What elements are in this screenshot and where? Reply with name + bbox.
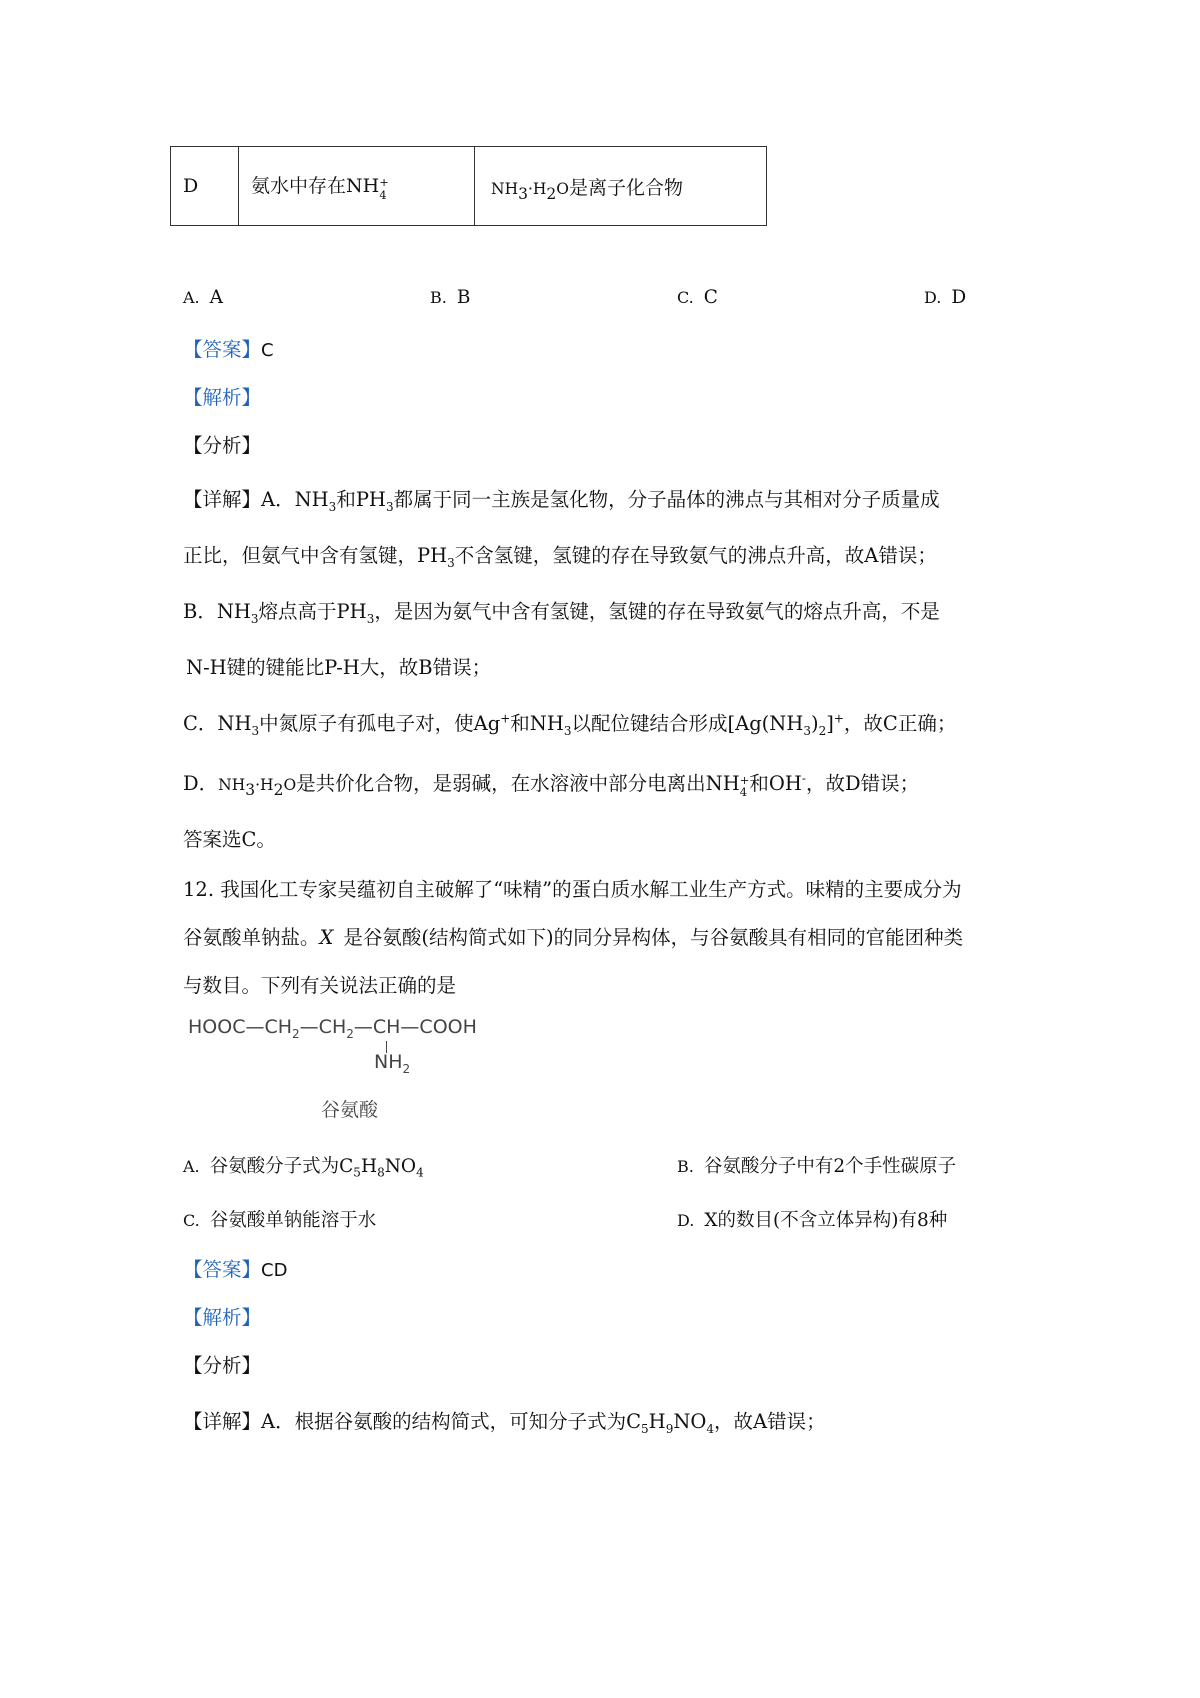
detail-line-1: 【详解】A．$NH_3$和$PH_3$都属于同一主族是氢化物，分子晶体的沸点与其相对分子质量成 — [183, 488, 940, 514]
analysis-tag: 【解析】 — [183, 386, 262, 409]
option-a: A. A — [183, 287, 224, 308]
q12-fenxi-tag: 【分析】 — [183, 1354, 262, 1377]
detail-line-3: B．$NH_3$熔点高于$PH_3$，是因为氨气中含有氢键，氢键的存在导致氨气的熔点升高，不是 — [183, 600, 940, 626]
structure-caption: 谷氨酸 — [321, 1099, 379, 1121]
table-cell-fact: 氨水中存在NH + 4 — [239, 147, 475, 226]
detail-line-5: C．$NH_3$中氮原子有孤电子对，使Ag+和$NH_3$以配位键结合形成$[Ag(NH_3)_2]^+$，故C正确； — [183, 711, 957, 738]
structure-amine: $NH_2$ — [374, 1051, 411, 1076]
q12-option-a: A. 谷氨酸分子式为$C_5H_8NO_4$ — [183, 1156, 424, 1180]
option-c: C. C — [677, 287, 718, 308]
q12-option-c: C. 谷氨酸单钠能溶于水 — [183, 1210, 377, 1231]
detail-line-2: 正比，但氨气中含有氢键，$PH_3$不含氢键，氢键的存在导致氨气的沸点升高，故A错误； — [183, 544, 937, 570]
q12-stem-3: 与数目。下列有关说法正确的是 — [183, 974, 457, 997]
answer-line: 【答案】C — [183, 338, 274, 361]
q12-option-d: D. X的数目(不含立体异构)有8种 — [677, 1210, 948, 1231]
table-row — [171, 147, 767, 226]
table-cell-reason: $NH_3\cdot H_2O$是离子化合物 — [475, 147, 767, 226]
q12-stem-1: 12. 我国化工专家吴蕴初自主破解了“味精”的蛋白质水解工业生产方式。味精的主要成分为 — [183, 878, 962, 901]
fenxi-tag: 【分析】 — [183, 434, 262, 457]
q12-stem-2: 谷氨酸单钠盐。X 是谷氨酸(结构简式如下)的同分异构体，与谷氨酸具有相同的官能团种类 — [183, 926, 964, 949]
detail-line-4: N-H键的键能比P-H大，故B错误； — [186, 656, 492, 679]
q12-detail-line: 【详解】A．根据谷氨酸的结构简式，可知分子式为$C_5H_9NO_4$，故A错误； — [183, 1410, 826, 1436]
answer-table — [170, 146, 767, 226]
conclusion-line: 答案选C。 — [183, 828, 276, 851]
q12-option-b: B. 谷氨酸分子中有2个手性碳原子 — [677, 1156, 957, 1177]
option-b: B. B — [430, 287, 471, 308]
q12-analysis-tag: 【解析】 — [183, 1306, 262, 1329]
glutamic-acid-structure — [188, 1016, 508, 1126]
detail-line-6: D．$NH_3\cdot H_2O$是共价化合物，是弱碱，在水溶液中部分电离出NH + 4 和OH-，故D错误； — [183, 771, 920, 800]
structure-main-chain: $HOOC—CH_2—CH_2—CH—COOH$ — [188, 1016, 477, 1041]
option-d: D. D — [924, 287, 967, 308]
q12-answer-line: 【答案】CD — [183, 1258, 288, 1281]
table-cell-letter: D — [171, 147, 239, 226]
